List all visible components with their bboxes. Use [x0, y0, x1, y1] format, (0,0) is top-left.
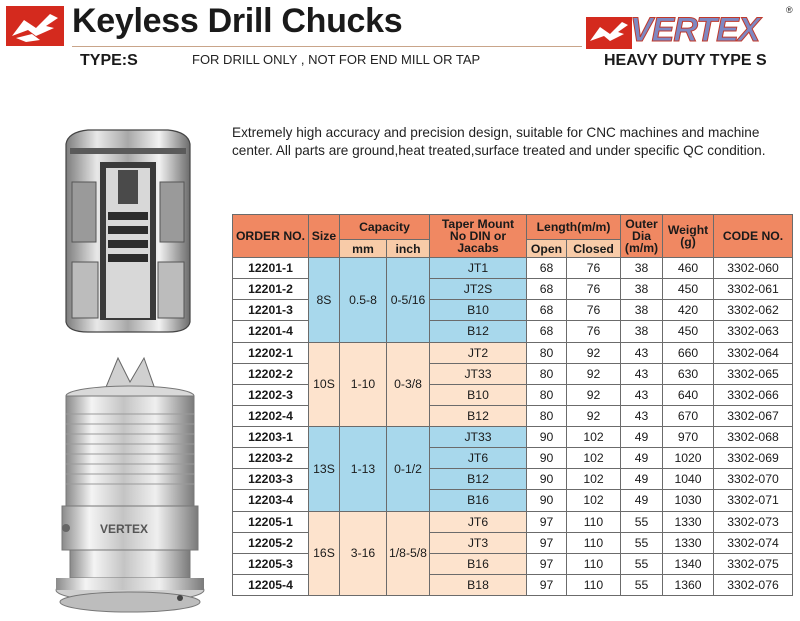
- order-no-cell: 12201-3: [233, 300, 309, 321]
- header-code-no: CODE NO.: [714, 215, 793, 258]
- header-capacity: Capacity: [340, 215, 430, 240]
- order-no-cell: 12203-4: [233, 490, 309, 511]
- type-label: TYPE:S: [80, 52, 138, 69]
- size-cell: 8S: [309, 258, 340, 343]
- header-outer-dia: Outer Dia (m/m): [621, 215, 663, 258]
- capacity-mm-cell: 0.5-8: [340, 258, 387, 343]
- weight-cell: 450: [663, 279, 714, 300]
- registered-mark: ®: [786, 5, 793, 15]
- length-open-cell: 90: [527, 490, 567, 511]
- length-open-cell: 90: [527, 427, 567, 448]
- header-closed: Closed: [567, 240, 621, 258]
- length-closed-cell: 102: [567, 427, 621, 448]
- length-open-cell: 90: [527, 448, 567, 469]
- order-no-cell: 12201-4: [233, 321, 309, 342]
- size-cell: 10S: [309, 342, 340, 427]
- length-open-cell: 97: [527, 532, 567, 553]
- length-closed-cell: 102: [567, 469, 621, 490]
- code-no-cell: 3302-062: [714, 300, 793, 321]
- code-no-cell: 3302-063: [714, 321, 793, 342]
- order-no-cell: 12202-1: [233, 342, 309, 363]
- drill-chuck-cutaway-icon: [48, 122, 208, 334]
- order-no-cell: 12205-2: [233, 532, 309, 553]
- length-closed-cell: 92: [567, 405, 621, 426]
- product-description: Extremely high accuracy and precision design, suitable for CNC machines and machine center. All parts are ground,heat treated,surface treated and under specific QC condition.: [232, 125, 766, 158]
- taper-cell: JT2: [430, 342, 527, 363]
- outer-dia-cell: 55: [621, 553, 663, 574]
- header-taper-mount: Taper Mount No DIN or Jacabs: [430, 215, 527, 258]
- code-no-cell: 3302-065: [714, 363, 793, 384]
- drill-chuck-icon: [48, 352, 212, 616]
- outer-dia-cell: 43: [621, 384, 663, 405]
- length-closed-cell: 102: [567, 490, 621, 511]
- chuck-engraving: VERTEX: [100, 522, 149, 536]
- usage-note: FOR DRILL ONLY , NOT FOR END MILL OR TAP: [192, 52, 481, 67]
- outer-dia-cell: 38: [621, 321, 663, 342]
- page-title: Keyless Drill Chucks: [72, 2, 403, 40]
- length-open-cell: 97: [527, 511, 567, 532]
- weight-cell: 1030: [663, 490, 714, 511]
- length-open-cell: 80: [527, 405, 567, 426]
- title-divider: [72, 46, 582, 47]
- taper-cell: B16: [430, 553, 527, 574]
- capacity-mm-cell: 1-13: [340, 427, 387, 512]
- outer-dia-cell: 55: [621, 574, 663, 595]
- order-no-cell: 12202-2: [233, 363, 309, 384]
- length-open-cell: 68: [527, 300, 567, 321]
- header-size: Size: [309, 215, 340, 258]
- length-open-cell: 80: [527, 384, 567, 405]
- order-no-cell: 12201-1: [233, 258, 309, 279]
- weight-cell: 1020: [663, 448, 714, 469]
- size-cell: 13S: [309, 427, 340, 512]
- taper-cell: JT33: [430, 363, 527, 384]
- header-weight: Weight (g): [663, 215, 714, 258]
- outer-dia-cell: 43: [621, 363, 663, 384]
- taper-cell: B10: [430, 384, 527, 405]
- header-mm: mm: [340, 240, 387, 258]
- code-no-cell: 3302-061: [714, 279, 793, 300]
- code-no-cell: 3302-076: [714, 574, 793, 595]
- weight-cell: 420: [663, 300, 714, 321]
- length-open-cell: 80: [527, 342, 567, 363]
- header-length: Length(m/m): [527, 215, 621, 240]
- capacity-inch-cell: 0-5/16: [387, 258, 430, 343]
- table-row: [233, 427, 793, 448]
- outer-dia-cell: 49: [621, 490, 663, 511]
- header-open: Open: [527, 240, 567, 258]
- outer-dia-cell: 43: [621, 342, 663, 363]
- product-tagline: HEAVY DUTY TYPE S: [604, 52, 767, 69]
- code-no-cell: 3302-069: [714, 448, 793, 469]
- code-no-cell: 3302-070: [714, 469, 793, 490]
- length-closed-cell: 110: [567, 532, 621, 553]
- length-open-cell: 68: [527, 321, 567, 342]
- weight-cell: 450: [663, 321, 714, 342]
- taper-cell: JT3: [430, 532, 527, 553]
- brand-logo: VERTEX: [630, 11, 760, 49]
- length-closed-cell: 76: [567, 300, 621, 321]
- weight-cell: 1330: [663, 511, 714, 532]
- code-no-cell: 3302-060: [714, 258, 793, 279]
- table-row: [233, 511, 793, 532]
- code-no-cell: 3302-068: [714, 427, 793, 448]
- outer-dia-cell: 49: [621, 448, 663, 469]
- code-no-cell: 3302-071: [714, 490, 793, 511]
- code-no-cell: 3302-064: [714, 342, 793, 363]
- weight-cell: 660: [663, 342, 714, 363]
- length-closed-cell: 92: [567, 342, 621, 363]
- taper-cell: B12: [430, 321, 527, 342]
- outer-dia-cell: 38: [621, 279, 663, 300]
- code-no-cell: 3302-074: [714, 532, 793, 553]
- length-closed-cell: 92: [567, 363, 621, 384]
- order-no-cell: 12205-1: [233, 511, 309, 532]
- length-closed-cell: 102: [567, 448, 621, 469]
- header-inch: inch: [387, 240, 430, 258]
- outer-dia-cell: 55: [621, 532, 663, 553]
- company-logo-icon: [6, 6, 64, 46]
- length-open-cell: 68: [527, 258, 567, 279]
- capacity-inch-cell: 0-1/2: [387, 427, 430, 512]
- weight-cell: 1330: [663, 532, 714, 553]
- weight-cell: 1340: [663, 553, 714, 574]
- length-open-cell: 80: [527, 363, 567, 384]
- table-row: [233, 258, 793, 279]
- taper-cell: B10: [430, 300, 527, 321]
- weight-cell: 1040: [663, 469, 714, 490]
- weight-cell: 460: [663, 258, 714, 279]
- outer-dia-cell: 38: [621, 258, 663, 279]
- order-no-cell: 12205-3: [233, 553, 309, 574]
- taper-cell: JT2S: [430, 279, 527, 300]
- weight-cell: 1360: [663, 574, 714, 595]
- outer-dia-cell: 49: [621, 427, 663, 448]
- code-no-cell: 3302-066: [714, 384, 793, 405]
- length-closed-cell: 92: [567, 384, 621, 405]
- order-no-cell: 12201-2: [233, 279, 309, 300]
- length-open-cell: 97: [527, 574, 567, 595]
- outer-dia-cell: 43: [621, 405, 663, 426]
- header-order-no: ORDER NO.: [233, 215, 309, 258]
- weight-cell: 630: [663, 363, 714, 384]
- order-no-cell: 12203-3: [233, 469, 309, 490]
- order-no-cell: 12205-4: [233, 574, 309, 595]
- code-no-cell: 3302-067: [714, 405, 793, 426]
- size-cell: 16S: [309, 511, 340, 596]
- outer-dia-cell: 55: [621, 511, 663, 532]
- length-closed-cell: 110: [567, 511, 621, 532]
- length-closed-cell: 110: [567, 553, 621, 574]
- taper-cell: B12: [430, 469, 527, 490]
- weight-cell: 640: [663, 384, 714, 405]
- order-no-cell: 12202-3: [233, 384, 309, 405]
- capacity-inch-cell: 1/8-5/8: [387, 511, 430, 596]
- length-open-cell: 68: [527, 279, 567, 300]
- weight-cell: 670: [663, 405, 714, 426]
- code-no-cell: 3302-073: [714, 511, 793, 532]
- taper-cell: JT1: [430, 258, 527, 279]
- length-closed-cell: 76: [567, 279, 621, 300]
- length-open-cell: 97: [527, 553, 567, 574]
- order-no-cell: 12203-2: [233, 448, 309, 469]
- outer-dia-cell: 49: [621, 469, 663, 490]
- spec-table-body: [233, 258, 793, 596]
- brand-flag-icon: [586, 17, 632, 49]
- weight-cell: 970: [663, 427, 714, 448]
- capacity-mm-cell: 1-10: [340, 342, 387, 427]
- length-closed-cell: 76: [567, 321, 621, 342]
- taper-cell: B18: [430, 574, 527, 595]
- capacity-inch-cell: 0-3/8: [387, 342, 430, 427]
- code-no-cell: 3302-075: [714, 553, 793, 574]
- outer-dia-cell: 38: [621, 300, 663, 321]
- table-row: [233, 342, 793, 363]
- order-no-cell: 12203-1: [233, 427, 309, 448]
- taper-cell: JT33: [430, 427, 527, 448]
- length-closed-cell: 76: [567, 258, 621, 279]
- length-closed-cell: 110: [567, 574, 621, 595]
- spec-table: [232, 214, 793, 596]
- taper-cell: JT6: [430, 511, 527, 532]
- taper-cell: B16: [430, 490, 527, 511]
- capacity-mm-cell: 3-16: [340, 511, 387, 596]
- taper-cell: JT6: [430, 448, 527, 469]
- length-open-cell: 90: [527, 469, 567, 490]
- taper-cell: B12: [430, 405, 527, 426]
- order-no-cell: 12202-4: [233, 405, 309, 426]
